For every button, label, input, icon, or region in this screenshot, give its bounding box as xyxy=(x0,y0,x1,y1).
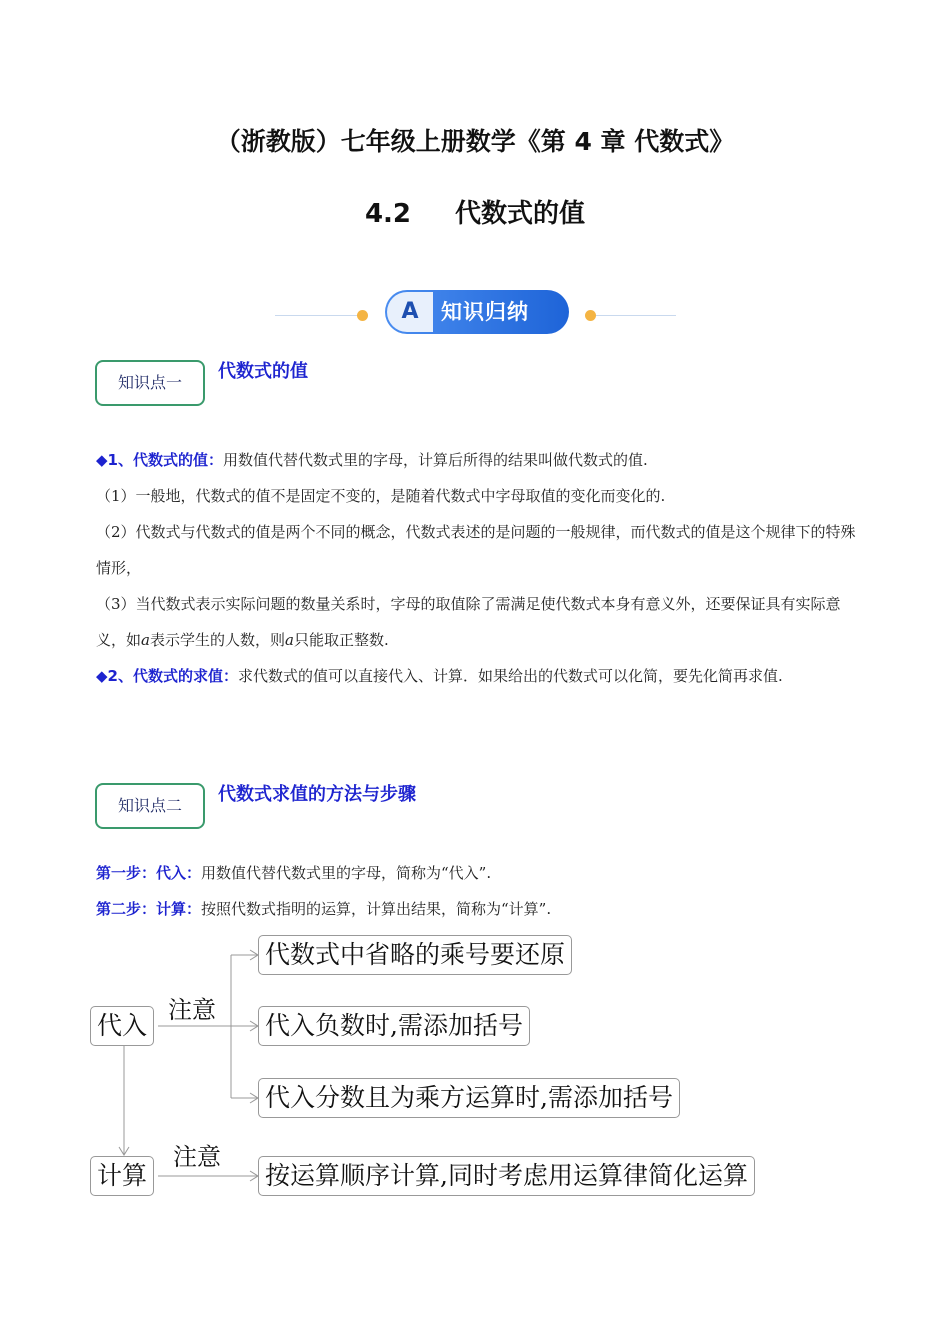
section-title: 代数式的值 xyxy=(455,199,586,229)
knowledge-point-2-title: 代数式求值的方法与步骤 xyxy=(218,784,416,805)
substitute-node: 代入 xyxy=(90,1006,154,1046)
section-number: 4.2 xyxy=(364,199,412,229)
knowledge-point-1-box: 知识点一 xyxy=(95,360,205,406)
point-2: （2）代数式与代数式的值是两个不同的概念，代数式表述的是问题的一般规律，而代数式的值是这个规律下的特殊情形， xyxy=(96,523,856,577)
branch-restore-multiplication: 代数式中省略的乘号要还原 xyxy=(258,935,572,975)
step-1-text: 用数值代替代数式里的字母，简称为“代入”. xyxy=(201,864,492,882)
point-1: （1）一般地，代数式的值不是固定不变的，是随着代数式中字母取值的变化而变化的. xyxy=(96,487,666,505)
variable-a: a xyxy=(141,631,150,649)
evaluation-label: ◆2、代数式的求值： xyxy=(96,667,238,685)
note-label-2: 注意 xyxy=(173,1143,221,1171)
branch-negative-parentheses: 代入负数时,需添加括号 xyxy=(258,1006,530,1046)
point-3-text-b: 表示学生的人数，则 xyxy=(149,631,285,649)
variable-a: a xyxy=(284,631,294,649)
step-1-label: 第一步：代入： xyxy=(96,864,202,882)
banner-label: 知识归纳 xyxy=(441,300,529,324)
branch-fraction-power-parentheses: 代入分数且为乘方运算时,需添加括号 xyxy=(258,1078,680,1118)
definition-text: 用数值代替代数式里的字母，计算后所得的结果叫做代数式的值. xyxy=(222,451,648,469)
evaluation-text: 求代数式的值可以直接代入、计算．如果给出的代数式可以化简，要先化简再求值. xyxy=(237,667,783,685)
definition-label: ◆1、代数式的值： xyxy=(96,451,223,469)
step-2-label: 第二步：计算： xyxy=(96,900,202,918)
compute-node: 计算 xyxy=(90,1156,154,1196)
point-3-text-a: （3）当代数式表示实际问题的数量关系时，字母的取值除了需满足使代数式本身有意义外，还要保证具有实际意义，如 xyxy=(96,595,841,649)
banner-letter: A xyxy=(387,292,433,332)
step-2-text: 按照代数式指明的运算，计算出结果，简称为“计算”. xyxy=(201,900,552,918)
branch-operation-order: 按运算顺序计算,同时考虑用运算律简化运算 xyxy=(258,1156,755,1196)
knowledge-point-2-box: 知识点二 xyxy=(95,783,205,829)
knowledge-point-1-title: 代数式的值 xyxy=(218,361,308,382)
note-label-1: 注意 xyxy=(168,996,216,1024)
point-3-text-c: 只能取正整数. xyxy=(293,631,389,649)
document-title: （浙教版）七年级上册数学《第 4 章 代数式》 xyxy=(215,127,735,156)
